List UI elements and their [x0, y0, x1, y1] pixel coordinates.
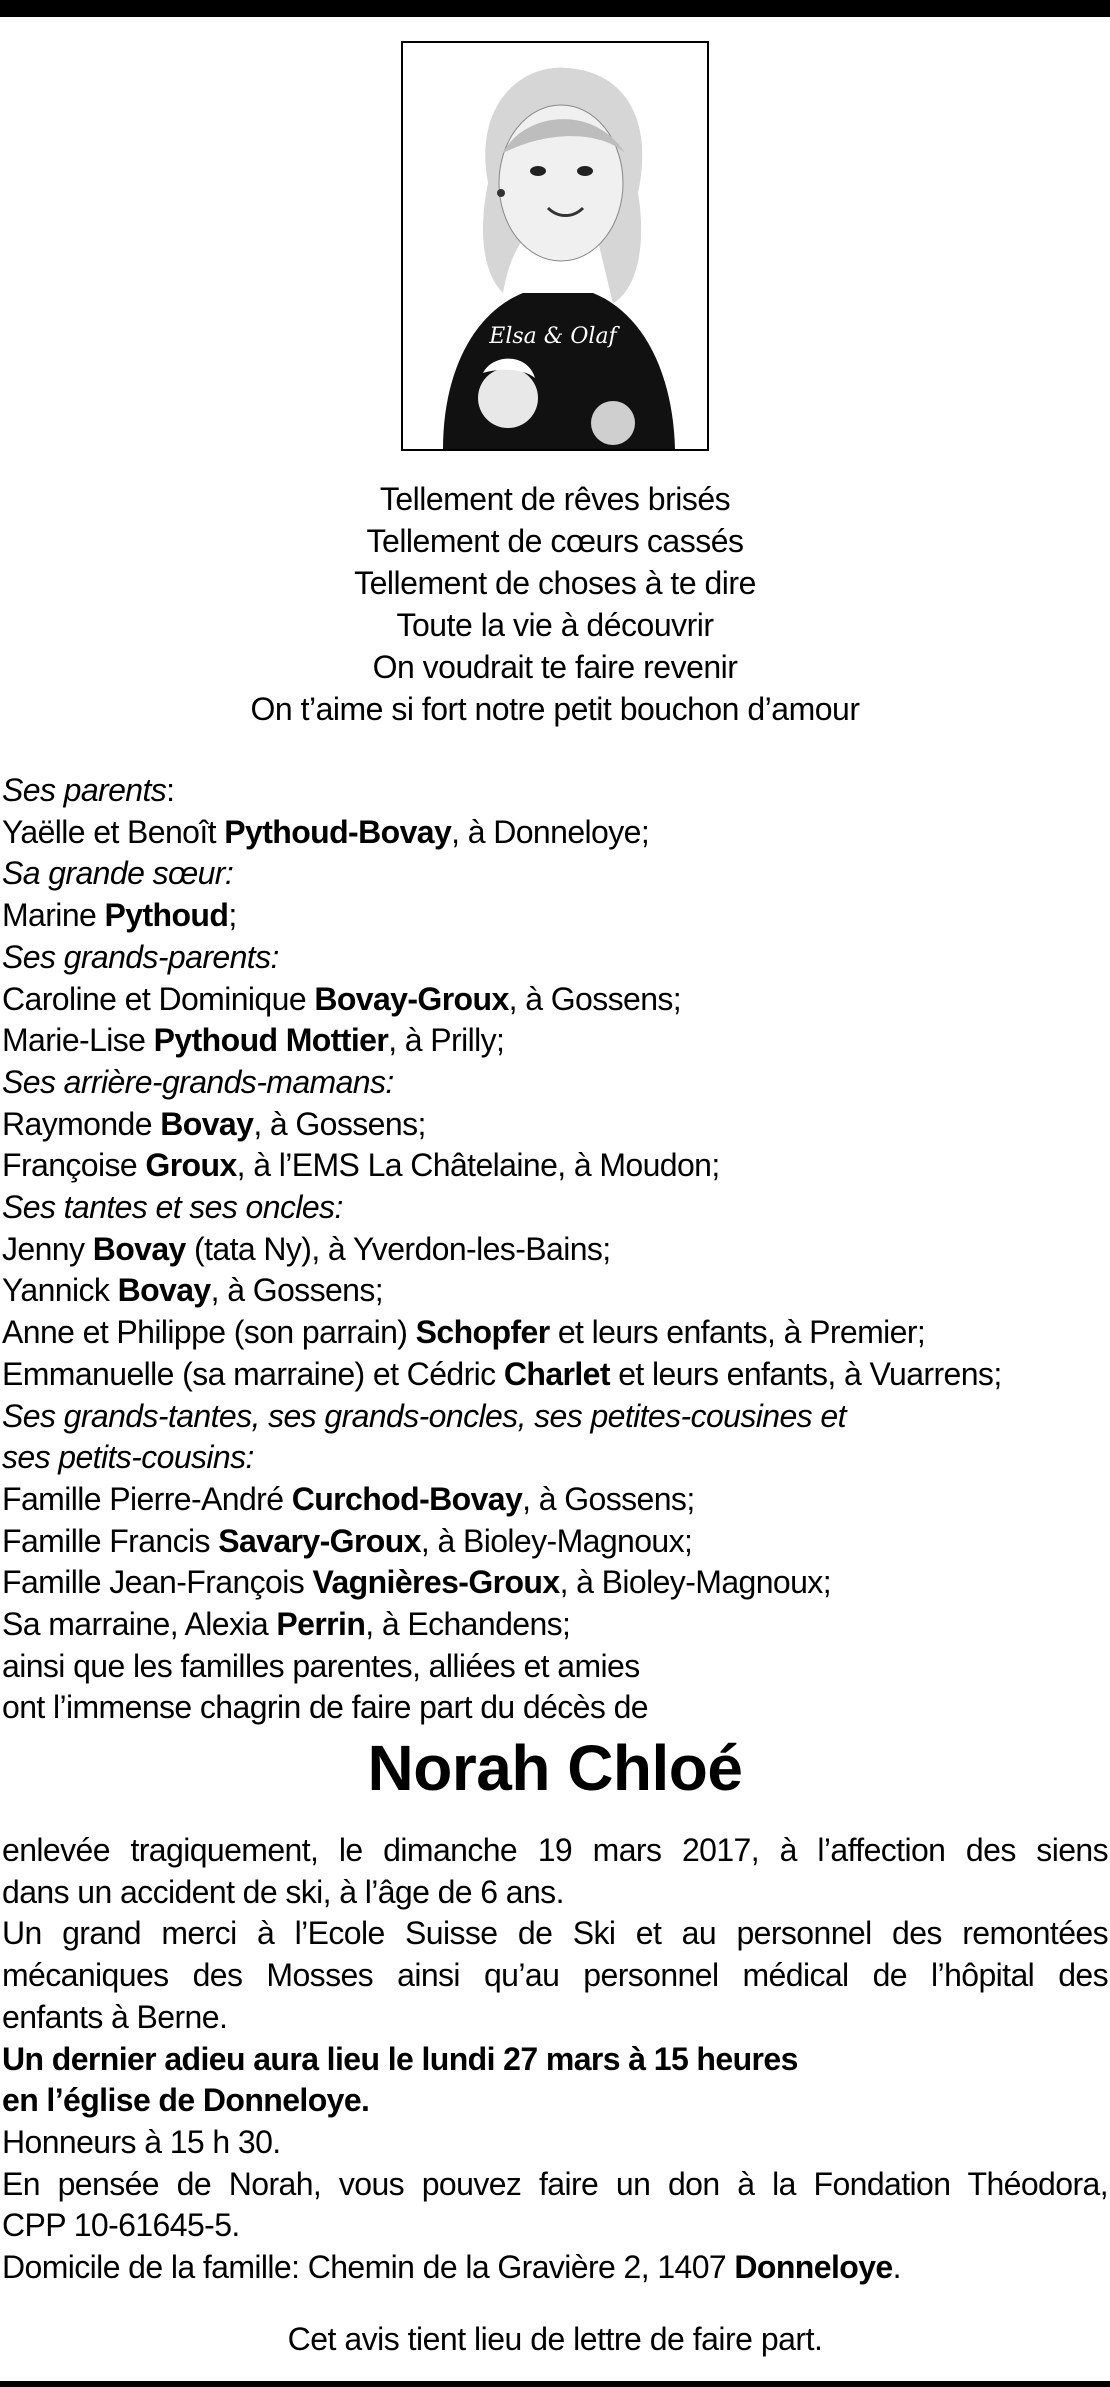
closing-line: ont l’immense chagrin de faire part du décès de — [2, 1689, 648, 1726]
aunt-uncle-line: Emmanuelle (sa marraine) et Cédric Charlet et leurs enfants, à Vuarrens; — [2, 1355, 1002, 1392]
aunt-uncle-line: Jenny Bovay (tata Ny), à Yverdon-les-Bains; — [2, 1230, 611, 1267]
poem-line: On voudrait te faire revenir — [372, 649, 738, 685]
portrait-illustration — [403, 43, 707, 449]
poem-line: On t’aime si fort notre petit bouchon d’amour — [250, 691, 860, 727]
grandparents-line: Marie-Lise Pythoud Mottier, à Prilly; — [2, 1022, 505, 1059]
great-grandmother-line: Françoise Groux, à l’EMS La Châtelaine, à Moudon; — [2, 1147, 720, 1184]
poem — [0, 478, 1110, 730]
grandparents-heading: Ses grands-parents: — [2, 938, 279, 975]
details-block — [2, 1830, 1108, 2289]
details-line: Un grand merci à l’Ecole Suisse de Ski et au personnel des remontées — [2, 1915, 1108, 1952]
donation-line: CPP 10-61645-5. — [2, 2207, 240, 2244]
details-line: mécaniques des Mosses ainsi qu’au personnel médical de l’hôpital des — [2, 1957, 1108, 1994]
poem-line: Toute la vie à découvrir — [396, 607, 714, 643]
poem-line: Tellement de cœurs cassés — [366, 523, 744, 559]
details-line: dans un accident de ski, à l’âge de 6 ans. — [2, 1873, 564, 1910]
extended-family-heading: ses petits-cousins: — [2, 1439, 254, 1476]
aunts-uncles-heading: Ses tantes et ses oncles: — [2, 1189, 343, 1226]
details-line: enlevée tragiquement, le dimanche 19 mars 2017, à l’affection des siens — [2, 1832, 1108, 1868]
poem-line: Tellement de choses à te dire — [354, 565, 756, 601]
poem-line: Tellement de rêves brisés — [379, 481, 731, 517]
extended-family-line: Famille Pierre-André Curchod-Bovay, à Gossens; — [2, 1480, 695, 1517]
sister-line: Marine Pythoud; — [2, 897, 237, 934]
extended-family-heading: Ses grands-tantes, ses grands-oncles, ses petites-cousines et — [2, 1397, 846, 1434]
family-list — [2, 770, 1108, 1729]
shirt-text: Elsa & Olaf — [489, 324, 617, 349]
closing-line: ainsi que les familles parentes, alliées et amies — [2, 1647, 640, 1684]
parents-heading: Ses parents: — [2, 772, 175, 808]
ceremony-line: en l’église de Donneloye. — [2, 2082, 370, 2119]
domicile-line: Domicile de la famille: Chemin de la Gravière 2, 1407 Donneloye. — [2, 2249, 901, 2286]
donation-line: En pensée de Norah, vous pouvez faire un don à la Fondation Théodora, — [2, 2165, 1108, 2202]
extended-family-line: Famille Francis Savary-Groux, à Bioley-Magnoux; — [2, 1522, 693, 1559]
bottom-rule — [0, 2381, 1110, 2387]
extended-family-line: Famille Jean-François Vagnières-Groux, à Bioley-Magnoux; — [2, 1564, 831, 1601]
aunt-uncle-line: Anne et Philippe (son parrain) Schopfer et leurs enfants, à Premier; — [2, 1314, 926, 1351]
great-grandmothers-heading: Ses arrière-grands-mamans: — [2, 1063, 394, 1100]
portrait-photo — [401, 41, 709, 451]
honors-line: Honneurs à 15 h 30. — [2, 2123, 281, 2160]
great-grandmother-line: Raymonde Bovay, à Gossens; — [2, 1105, 426, 1142]
deceased-name: Norah Chloé — [367, 1732, 743, 1804]
top-rule — [0, 0, 1110, 17]
ceremony-line: Un dernier adieu aura lieu le lundi 27 mars à 15 heures — [2, 2040, 798, 2077]
aunt-uncle-line: Yannick Bovay, à Gossens; — [2, 1272, 384, 1309]
godmother-line: Sa marraine, Alexia Perrin, à Echandens; — [2, 1606, 571, 1643]
details-line: enfants à Berne. — [2, 1998, 228, 2035]
footer-note: Cet avis tient lieu de lettre de faire part. — [287, 2321, 823, 2357]
grandparents-line: Caroline et Dominique Bovay-Groux, à Gossens; — [2, 980, 682, 1017]
sister-heading: Sa grande sœur: — [2, 855, 234, 892]
parents-line: Yaëlle et Benoît Pythoud-Bovay, à Donneloye; — [2, 813, 650, 850]
